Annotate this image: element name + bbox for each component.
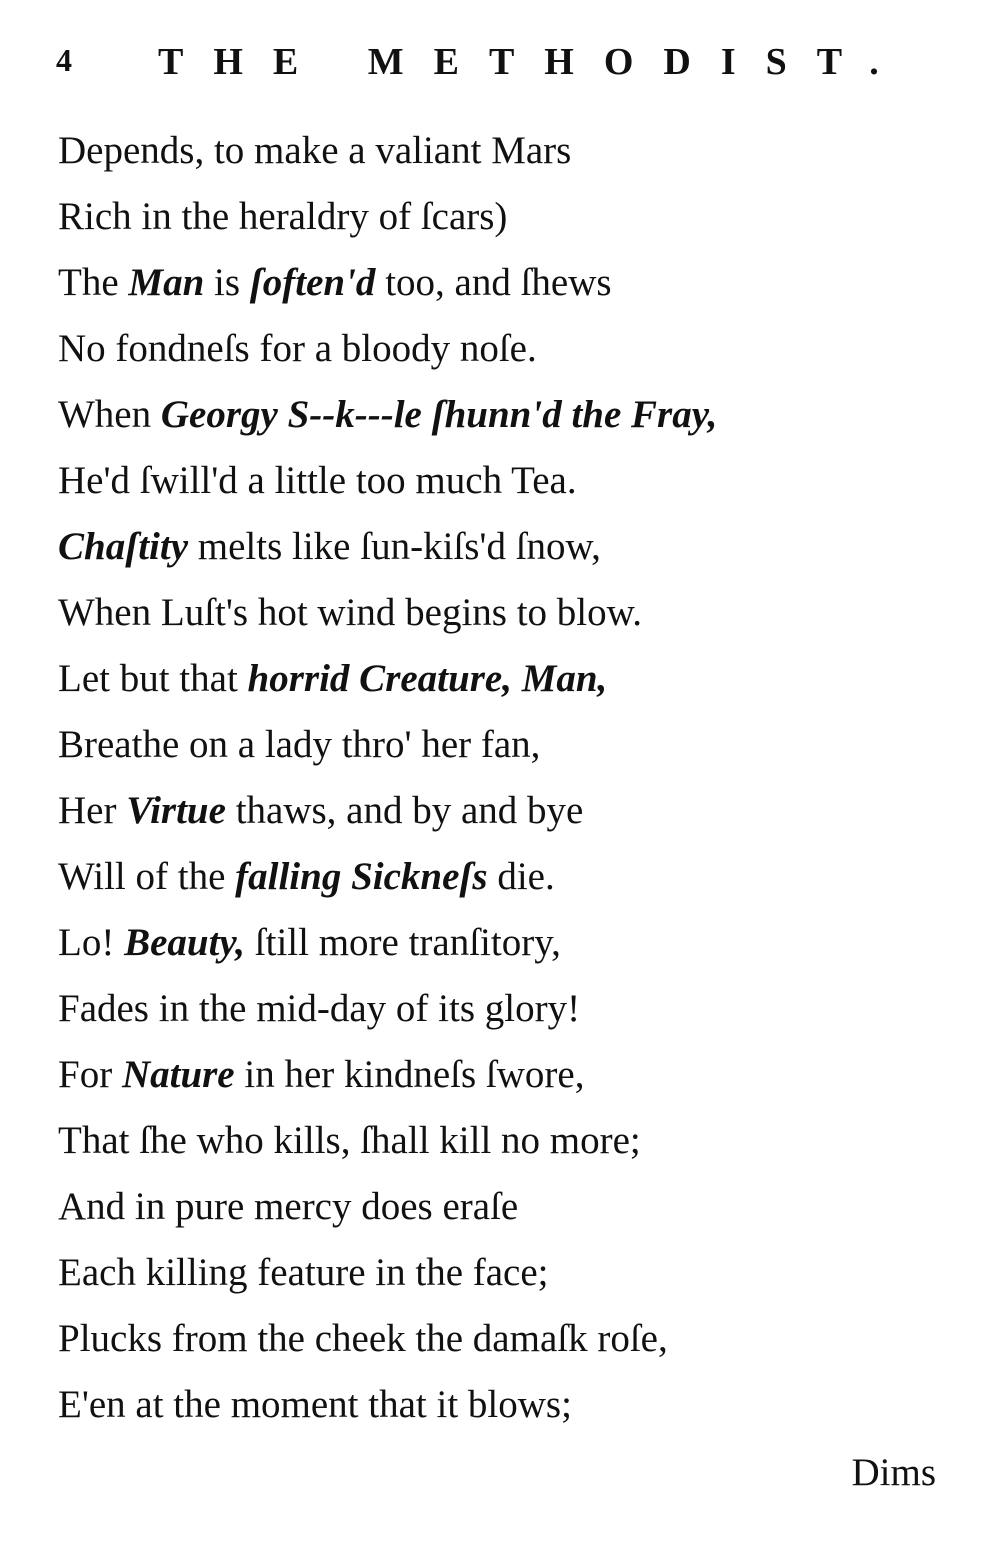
verse-line: [58, 448, 938, 514]
verse-text: Let but that: [58, 657, 248, 700]
poem-body: [58, 118, 938, 1438]
verse-line: [58, 844, 938, 910]
italic-text: falling Sickneſs: [235, 855, 488, 898]
verse-text: Rich in the heraldry of ſcars): [58, 195, 508, 238]
italic-text: Chaſtity: [58, 525, 189, 568]
verse-text: When: [58, 393, 161, 436]
verse-text: melts like ſun-kiſs'd ſnow,: [188, 525, 601, 568]
verse-text: And in pure mercy does eraſe: [58, 1185, 519, 1228]
verse-text: Her: [58, 789, 127, 832]
verse-text: Lo!: [58, 921, 125, 964]
verse-text: thaws, and by and bye: [225, 789, 584, 832]
verse-text: That ſhe who kills, ſhall kill no more;: [58, 1119, 641, 1162]
verse-text: too, and ſhews: [375, 261, 612, 304]
italic-text: Georgy S--k---le ſhunn'd the Fray,: [160, 393, 718, 436]
verse-text: Each killing feature in the face;: [58, 1251, 549, 1294]
running-title: THE METHODIST.: [158, 41, 909, 83]
verse-text: in her kindneſs ſwore,: [234, 1053, 585, 1096]
verse-line: [58, 316, 938, 382]
catchword: Dims: [851, 1451, 936, 1494]
verse-text: When Luſt's hot wind begins to blow.: [58, 591, 643, 634]
page-number: 4: [56, 42, 72, 78]
verse-line: [58, 382, 938, 448]
verse-line: [58, 778, 938, 844]
verse-text: Fades in the mid-day of its glory!: [58, 987, 581, 1030]
verse-line: [58, 1306, 938, 1372]
verse-text: The: [58, 261, 129, 304]
verse-text: Breathe on a lady thro' her fan,: [58, 723, 541, 766]
verse-line: [58, 250, 938, 316]
verse-line: [58, 184, 938, 250]
verse-text: Plucks from the cheek the damaſk roſe,: [58, 1317, 668, 1360]
verse-line: [58, 1108, 938, 1174]
verse-line: [58, 514, 938, 580]
verse-text: Depends, to make a valiant Mars: [58, 129, 572, 172]
verse-text: die.: [487, 855, 555, 898]
page-header: [0, 38, 1000, 88]
italic-text: Nature: [121, 1053, 235, 1096]
verse-line: [58, 580, 938, 646]
verse-text: ſtill more tranſitory,: [245, 921, 561, 964]
italic-text: ſoften'd: [249, 261, 376, 304]
verse-line: [58, 976, 938, 1042]
verse-text: No fondneſs for a bloody noſe.: [58, 327, 537, 370]
verse-line: [58, 1372, 938, 1438]
verse-line: [58, 1042, 938, 1108]
italic-text: horrid Creature, Man,: [247, 657, 608, 700]
verse-line: [58, 712, 938, 778]
verse-text: is: [204, 261, 250, 304]
italic-text: Virtue: [126, 789, 226, 832]
italic-text: Man: [128, 261, 205, 304]
verse-line: [58, 118, 938, 184]
verse-text: For: [58, 1053, 122, 1096]
verse-line: [58, 1174, 938, 1240]
verse-line: [58, 1240, 938, 1306]
verse-line: [58, 910, 938, 976]
verse-text: Will of the: [58, 855, 236, 898]
verse-text: He'd ſwill'd a little too much Tea.: [58, 459, 577, 502]
verse-text: E'en at the moment that it blows;: [58, 1383, 572, 1426]
verse-line: [58, 646, 938, 712]
italic-text: Beauty,: [124, 921, 246, 964]
